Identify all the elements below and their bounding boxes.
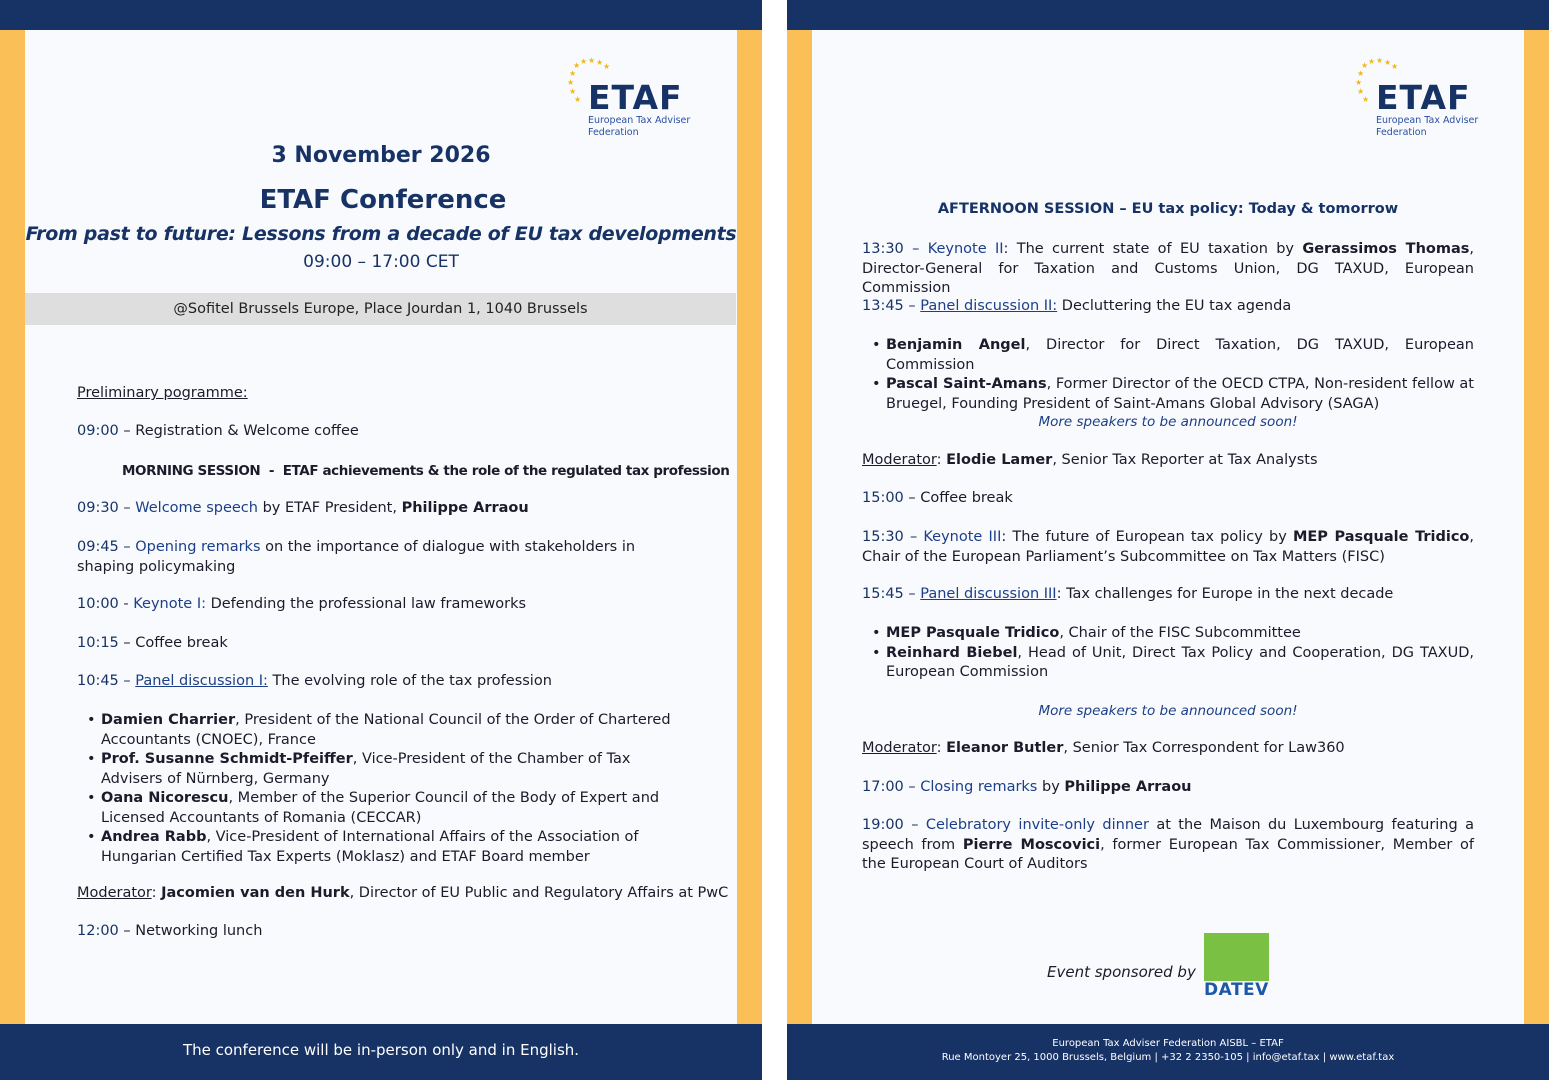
agenda-item-0930: 09:30 – Welcome speech by ETAF President, Philippe Arraou — [77, 500, 529, 516]
logo-wordmark: ETAF — [1376, 78, 1471, 117]
more-speakers-note: More speakers to be announced soon! — [1038, 414, 1298, 430]
svg-text:★: ★ — [1384, 58, 1392, 67]
conference-subtitle: From past to future: Lessons from a decade of EU tax developments — [25, 223, 737, 245]
moderator-2: Moderator: Elodie Lamer, Senior Tax Reporter at Tax Analysts — [862, 452, 1318, 468]
svg-text:★: ★ — [1391, 62, 1399, 71]
datev-logo — [1204, 933, 1269, 999]
programme-heading[interactable]: Preliminary pogramme: — [77, 385, 248, 401]
right-accent-stripe — [737, 30, 762, 1024]
bottom-bar — [787, 1024, 1549, 1080]
event-date: 3 November 2026 — [271, 143, 491, 168]
etaf-logo — [566, 56, 706, 140]
svg-text:★: ★ — [569, 87, 577, 96]
svg-text:★: ★ — [1361, 61, 1369, 70]
speaker-item: • Oana Nicorescu, Member of the Superior Council of the Body of Expert and Licensed Accountants of Romania (CECCAR) — [77, 789, 689, 828]
agenda-item-1530: 15:30 – Keynote III: The future of European tax policy by MEP Pasquale Tridico, Chair of the European Parliament’s Subcommittee on Tax Matters (FISC) — [862, 529, 1475, 565]
logo-wordmark: ETAF — [588, 78, 683, 117]
speaker-item: • MEP Pasquale Tridico, Chair of the FISC Subcommittee — [862, 624, 1474, 644]
agenda-item-0945: 09:45 – Opening remarks on the importance of dialogue with stakeholders in shaping policymaking — [77, 539, 636, 575]
svg-text:★: ★ — [1357, 69, 1365, 78]
svg-text:★: ★ — [588, 56, 596, 65]
panel-discussion-3-link[interactable]: Panel discussion III — [920, 586, 1057, 602]
agenda-item-1200: 12:00 – Networking lunch — [77, 923, 263, 939]
speaker-item: • Pascal Saint-Amans, Former Director of the OECD CTPA, Non-resident fellow at Bruegel, Founding President of Saint-Amans Global Advisory (SAGA) — [862, 375, 1474, 414]
conference-title: ETAF Conference — [259, 185, 507, 215]
svg-text:★: ★ — [596, 58, 604, 67]
agenda-item-1500: 15:00 – Coffee break — [862, 490, 1013, 506]
svg-text:★: ★ — [1357, 87, 1365, 96]
svg-text:★: ★ — [1362, 95, 1370, 104]
panel-3-speakers — [862, 624, 1474, 683]
logo-tagline: European Tax Adviser Federation — [1376, 115, 1479, 138]
top-bar — [787, 0, 1549, 30]
svg-text:★: ★ — [567, 78, 575, 87]
agenda-item-1345: 13:45 – Panel discussion II: Decluttering the EU tax agenda — [862, 298, 1292, 314]
panel-1-speakers — [77, 711, 689, 867]
venue-text: @Sofitel Brussels Europe, Place Jourdan 1, 1040 Brussels — [173, 301, 588, 317]
panel-discussion-1-link[interactable]: Panel discussion I: — [135, 673, 268, 689]
afternoon-session-heading: AFTERNOON SESSION – EU tax policy: Today & tomorrow — [937, 201, 1399, 217]
agenda-item-1900: 19:00 – Celebratory invite-only dinner at the Maison du Luxembourg featuring a speech from Pierre Moscovici, former European Tax Commissioner, Member of the European Court of Auditors — [862, 817, 1475, 872]
agenda-item-0900: 09:00 – Registration & Welcome coffee — [77, 423, 359, 439]
page-left — [0, 0, 762, 1080]
agenda-item-1045: 10:45 – Panel discussion I: The evolving role of the tax profession — [77, 673, 552, 689]
svg-text:★: ★ — [569, 69, 577, 78]
morning-session-heading: MORNING SESSION - ETAF achievements & the role of the regulated tax profession — [122, 463, 730, 479]
footer-note: The conference will be in-person only and in English. — [182, 1041, 580, 1059]
panel-discussion-2-link[interactable]: Panel discussion II: — [920, 298, 1058, 314]
logo-tagline: European Tax Adviser Federation — [588, 115, 691, 138]
left-accent-stripe — [787, 30, 812, 1024]
bottom-bar — [0, 1024, 762, 1080]
svg-text:★: ★ — [573, 61, 581, 70]
speaker-item: • Andrea Rabb, Vice-President of International Affairs of the Association of Hungarian Certified Tax Experts (Moklasz) and ETAF Board member — [77, 828, 689, 867]
moderator-3: Moderator: Eleanor Butler, Senior Tax Correspondent for Law360 — [862, 740, 1345, 756]
agenda-item-1330: 13:30 – Keynote II: The current state of EU taxation by Gerassimos Thomas, Director-General for Taxation and Customs Union, DG TAXUD, European Commission — [862, 241, 1474, 296]
panel-2-speakers — [862, 336, 1474, 414]
agenda-item-1700: 17:00 – Closing remarks by Philippe Arraou — [862, 779, 1192, 795]
more-speakers-note: More speakers to be announced soon! — [1038, 703, 1298, 719]
speaker-item: • Damien Charrier, President of the National Council of the Order of Chartered Accountants (CNOEC), France — [77, 711, 689, 750]
agenda-item-1015: 10:15 – Coffee break — [77, 635, 228, 651]
footer-address: European Tax Adviser Federation AISBL – ETAF Rue Montoyer 25, 1000 Brussels, Belgium | +32 2 2350-105 | info@etaf.tax | www.etaf.tax — [941, 1038, 1395, 1063]
right-accent-stripe — [1524, 30, 1549, 1024]
moderator-1: Moderator: Jacomien van den Hurk, Director of EU Public and Regulatory Affairs at PwC — [77, 885, 729, 901]
svg-text:★: ★ — [603, 62, 611, 71]
svg-text:★: ★ — [1355, 78, 1363, 87]
page-right — [787, 0, 1549, 1080]
datev-green-block — [1204, 933, 1269, 981]
svg-text:★: ★ — [574, 95, 582, 104]
left-accent-stripe — [0, 30, 25, 1024]
speaker-item: • Prof. Susanne Schmidt-Pfeiffer, Vice-President of the Chamber of Tax Advisers of Nürnberg, Germany — [77, 750, 689, 789]
sponsor-label: Event sponsored by — [1047, 963, 1196, 981]
etaf-logo — [1354, 56, 1494, 140]
speaker-item: • Reinhard Biebel, Head of Unit, Direct Tax Policy and Cooperation, DG TAXUD, European Commission — [862, 644, 1474, 683]
speaker-item: • Benjamin Angel, Director for Direct Taxation, DG TAXUD, European Commission — [862, 336, 1474, 375]
top-bar — [0, 0, 762, 30]
svg-text:★: ★ — [580, 57, 588, 66]
conference-time: 09:00 – 17:00 CET — [303, 252, 459, 272]
svg-text:★: ★ — [1368, 57, 1376, 66]
datev-wordmark: DATEV — [1204, 980, 1269, 1000]
svg-text:★: ★ — [1376, 56, 1384, 65]
venue-band — [25, 293, 736, 325]
agenda-item-1000: 10:00 - Keynote I: Defending the professional law frameworks — [77, 596, 527, 612]
agenda-item-1545: 15:45 – Panel discussion III: Tax challenges for Europe in the next decade — [862, 586, 1394, 602]
